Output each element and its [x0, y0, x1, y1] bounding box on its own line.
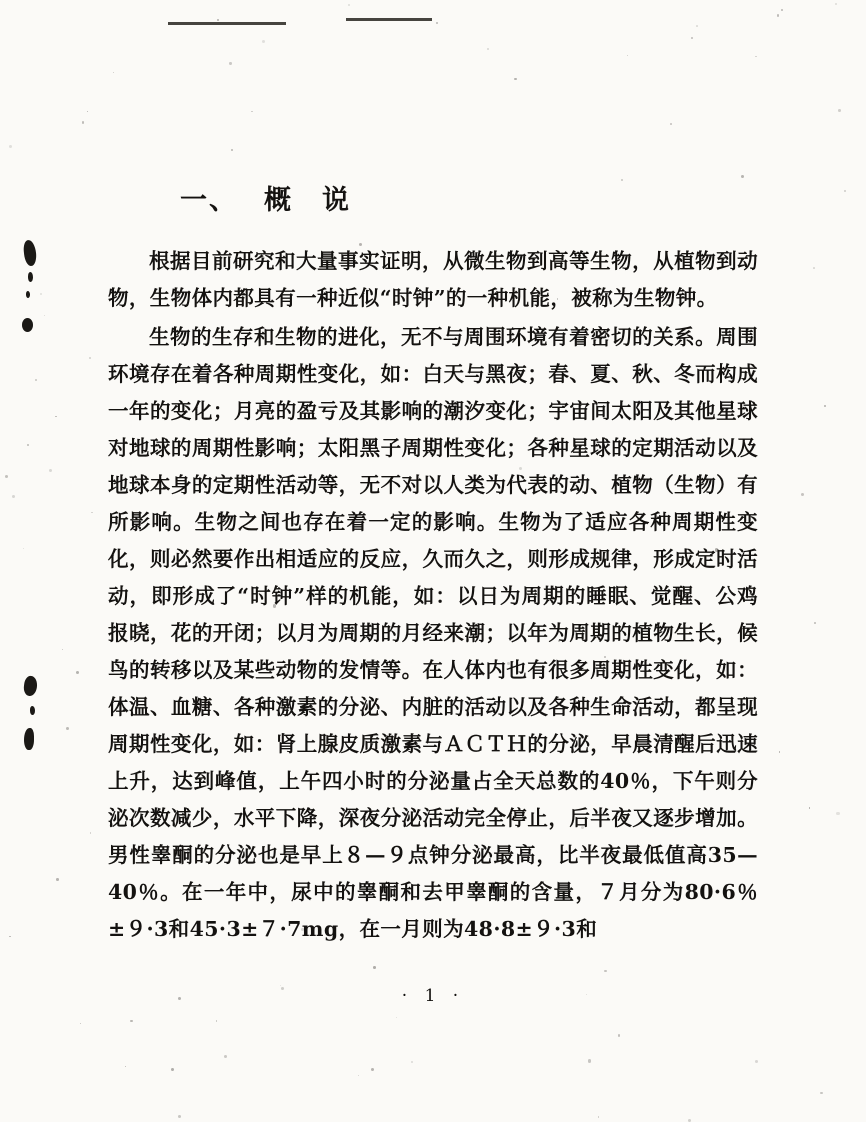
ink-smudge	[28, 272, 33, 282]
page-content	[108, 178, 758, 950]
ink-smudge	[23, 239, 38, 266]
page-title	[180, 178, 758, 217]
paragraph: 生物的生存和生物的进化，无不与周围环境有着密切的关系。周围环境存在着各种周期性变化，如：白天与黑夜；春、夏、秋、冬而构成一年的变化；月亮的盈亏及其影响的潮汐变化；宇宙间太阳及其他星球对地球的周期性影响；太阳黑子周期性变化；各种星球的定期活动以及地球本身的定期性活动等，无不对以人类为代表的动、植物（生物）有所影响。生物之间也存在着一定的影响。生物为了适应各种周期性变化，则必然要作出相适应的反应，久而久之，则形成规律，形成定时活动，即形成了“时钟”样的机能，如：以日为周期的睡眠、觉醒、公鸡报晓，花的开闭；以月为周期的月经来潮；以年为周期的植物生长，候鸟的转移以及某些动物的发情等。在人体内也有很多周期性变化，如：体温、血糖、各种激素的分泌、内脏的活动以及各种生命活动，都呈现周期性变化，如：肾上腺皮质激素与ＡＣＴＨ的分泌，早晨清醒后迅速上升，达到峰值，上午四小时的分泌量占全天总数的40％，下午则分泌次数减少，水平下降，深夜分泌活动完全停止，后半夜又逐步增加。男性睾酮的分泌也是早上８—９点钟分泌最高，比半夜最低值高35—40％。在一年中，尿中的睾酮和去甲睾酮的含量，７月分为80·6％±９·3和45·3±７·7mg，在一月则为48·8±９·3和	[108, 325, 758, 941]
ink-smudge	[26, 291, 30, 298]
page-title-number: 一、	[180, 185, 238, 216]
ink-smudge	[30, 706, 35, 715]
ink-smudge	[24, 728, 34, 750]
scan-artifact-rule-left	[168, 22, 286, 25]
scan-artifact-rule-right	[346, 18, 432, 21]
page-number: · 1 ·	[401, 986, 465, 1006]
paragraph: 根据目前研究和大量事实证明，从微生物到高等生物，从植物到动物，生物体内都具有一种近似“时钟”的一种机能，被称为生物钟。	[108, 249, 758, 310]
page-title-text: 概 说	[264, 185, 351, 216]
ink-smudge	[23, 675, 39, 697]
ink-smudge	[22, 318, 33, 332]
